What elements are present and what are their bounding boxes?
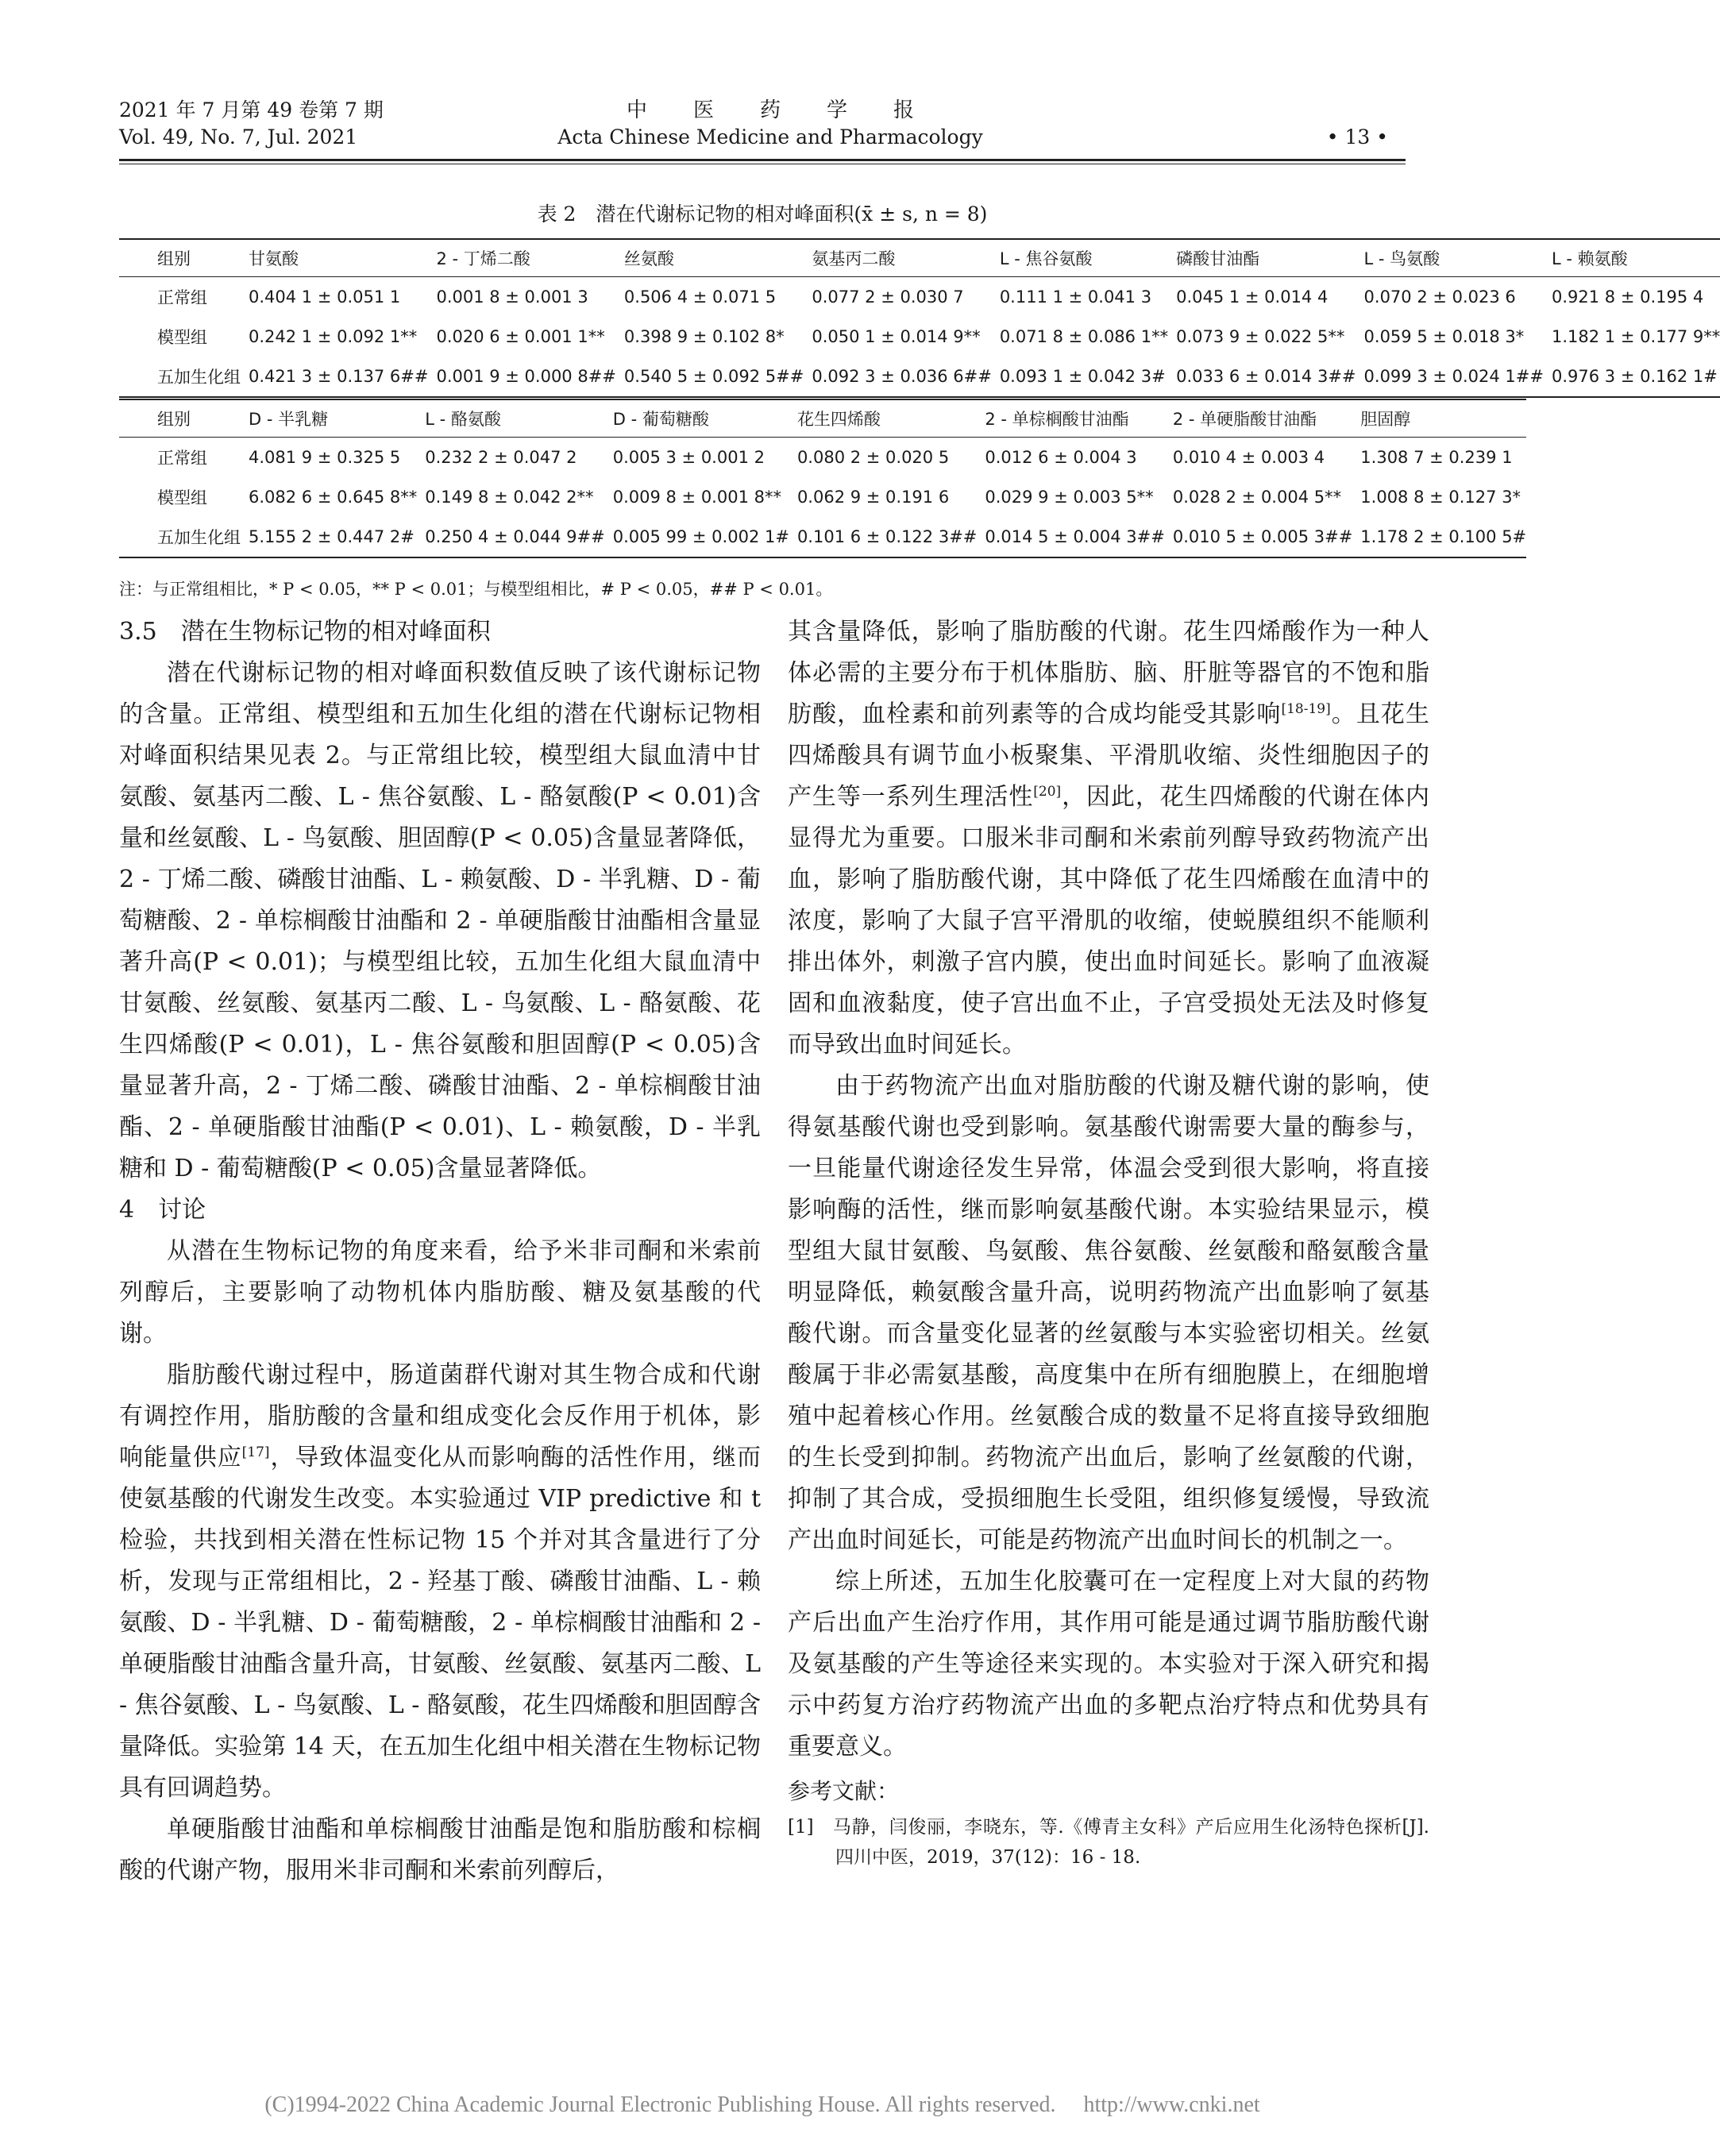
table-row xyxy=(119,438,1526,478)
table-cell: 0.045 1 ± 0.014 4 xyxy=(1176,287,1329,307)
table-row xyxy=(119,317,1720,357)
table-row xyxy=(119,517,1526,557)
table-row xyxy=(119,357,1720,397)
table-cell: 0.012 6 ± 0.004 3 xyxy=(985,448,1137,467)
table-cell: 五加生化组 xyxy=(157,368,241,387)
data-table-part2 xyxy=(119,399,1526,558)
table-cell: 0.093 1 ± 0.042 3# xyxy=(999,367,1166,386)
copyright-footer: (C)1994-2022 China Academic Journal Electronic Publishing House. All rights reserved. http://www.cnki.net xyxy=(264,2092,1260,2117)
volume-line: Vol. 49, No. 7, Jul. 2021 xyxy=(119,125,358,148)
table-cell: 1.308 7 ± 0.239 1 xyxy=(1360,448,1513,467)
table-row xyxy=(119,277,1720,318)
section-heading-3-5: 3.5 潜在生物标记物的相对峰面积 xyxy=(119,618,491,646)
section-heading-4: 4 讨论 xyxy=(119,1196,206,1224)
header-left xyxy=(119,97,384,151)
table-cell: 0.099 3 ± 0.024 1## xyxy=(1363,367,1544,386)
table-cell: 0.101 6 ± 0.122 3## xyxy=(796,527,978,546)
table-cell: 0.005 3 ± 0.001 2 xyxy=(612,448,765,467)
table-cell: 正常组 xyxy=(157,288,207,307)
paragraph-text: ，导致体温变化从而影响酶的活性作用，继而使氨基酸的代谢发生改变。本实验通过 VIP predictive 和 t 检验，共找到相关潜在性标记物 15 个并对其含量进行了分析，发现与正常组相比，2 - 羟基丁酸、磷酸甘油酯、L - 赖氨酸、D - 半乳糖、D - 葡萄糖酸，2 - 单棕榈酸甘油酯和 2 - 单硬脂酸甘油酯含量升高，甘氨酸、丝氨酸、氨基丙二酸、L - 焦谷氨酸、L - 鸟氨酸、L - 酪氨酸，花生四烯酸和胆固醇含量降低。实验第 14 天，在五加生化组中相关潜在生物标记物具有回调趋势。 xyxy=(119,1444,762,1802)
table-cell: 0.250 4 ± 0.044 9## xyxy=(425,527,605,546)
table-header-cell: L - 赖氨酸 xyxy=(1551,249,1628,268)
issue-line: 2021 年 7 月第 49 卷第 7 期 xyxy=(119,98,384,121)
table-cell: 0.001 8 ± 0.001 3 xyxy=(436,287,588,307)
table-row xyxy=(119,477,1526,517)
table-cell: 0.062 9 ± 0.191 6 xyxy=(796,488,950,507)
table-cell: 0.010 4 ± 0.003 4 xyxy=(1172,448,1325,467)
table-cell: 5.155 2 ± 0.447 2# xyxy=(249,527,415,546)
table-cell: 0.111 1 ± 0.041 3 xyxy=(999,287,1152,307)
table-cell: 0.080 2 ± 0.020 5 xyxy=(796,448,950,467)
table-cell: 1.178 2 ± 0.100 5# xyxy=(1360,527,1527,546)
paragraph-text: ，因此，花生四烯酸的代谢在体内显得尤为重要。口服米非司酮和米索前列醇导致药物流产出血，影响了脂肪酸代谢，其中降低了花生四烯酸在血清中的浓度，影响了大鼠子宫平滑肌的收缩，使蜕膜组织不能顺利排出体外，刺激子宫内膜，使出血时间延长。影响了血液凝固和血液黏度，使子宫出血不止，子宫受损处无法及时修复而导致出血时间延长。 xyxy=(788,783,1430,1059)
table-header-cell: L - 酪氨酸 xyxy=(425,410,501,429)
table-cell: 0.059 5 ± 0.018 3* xyxy=(1363,327,1525,346)
table-cell: 0.540 5 ± 0.092 5## xyxy=(623,367,804,386)
table-note: 注：与正常组相比，* P < 0.05，** P < 0.01；与模型组相比，# P < 0.05，## P < 0.01。 xyxy=(119,580,833,599)
table-cell: 0.005 99 ± 0.002 1# xyxy=(612,527,789,546)
table-cell: 0.149 8 ± 0.042 2** xyxy=(425,488,594,507)
table-cell: 模型组 xyxy=(157,488,207,507)
data-table-part1 xyxy=(119,238,1720,398)
table-header-cell: 2 - 单硬脂酸甘油酯 xyxy=(1172,410,1317,429)
paragraph-text: 其含量降低，影响了脂肪酸的代谢。花生四烯酸作为一种人体必需的主要分布于机体脂肪、脑、肝脏等器官的不饱和脂肪酸，血栓素和前列素等的合成均能受其影响 xyxy=(788,618,1429,728)
table-header-cell: 磷酸甘油酯 xyxy=(1176,249,1260,268)
table-cell: 0.010 5 ± 0.005 3## xyxy=(1172,527,1353,546)
table-cell: 0.506 4 ± 0.071 5 xyxy=(623,287,777,307)
table-cell: 0.009 8 ± 0.001 8** xyxy=(612,488,781,507)
paragraph xyxy=(788,611,1429,1066)
table-cell: 0.921 8 ± 0.195 4 xyxy=(1551,287,1704,307)
table-cell: 0.050 1 ± 0.014 9** xyxy=(812,327,981,346)
table-header-cell: 花生四烯酸 xyxy=(796,410,881,429)
table-header-row xyxy=(119,239,1720,277)
table-header-cell: 氨基丙二酸 xyxy=(812,249,896,268)
table-cell: 0.421 3 ± 0.137 6## xyxy=(249,367,429,386)
table-cell: 0.404 1 ± 0.051 1 xyxy=(249,287,401,307)
table-header-cell: 组别 xyxy=(157,249,191,268)
table-cell: 6.082 6 ± 0.645 8** xyxy=(249,488,418,507)
journal-name-cn: 中医药学报 xyxy=(626,98,960,122)
table-title: 表 2 潜在代谢标记物的相对峰面积(x̄ ± s, n = 8) xyxy=(537,202,988,226)
table-cell: 0.092 3 ± 0.036 6## xyxy=(812,367,992,386)
table-header-cell: 2 - 丁烯二酸 xyxy=(436,249,530,268)
table-cell: 0.020 6 ± 0.001 1** xyxy=(436,327,605,346)
header-rule xyxy=(119,159,1406,161)
table-cell: 4.081 9 ± 0.325 5 xyxy=(249,448,401,467)
table-cell: 0.014 5 ± 0.004 3## xyxy=(985,527,1165,546)
table-header-cell: D - 半乳糖 xyxy=(249,410,329,429)
paragraph: 综上所述，五加生化胶囊可在一定程度上对大鼠的药物产后出血产生治疗作用，其作用可能是通过调节脂肪酸代谢及氨基酸的产生等途径来实现的。本实验对于深入研究和揭示中药复方治疗药物流产出血的多靶点治疗特点和优势具有重要意义。 xyxy=(788,1568,1429,1761)
page-number: • 13 • xyxy=(1326,125,1388,148)
left-column xyxy=(119,611,761,1892)
table-header-cell: 甘氨酸 xyxy=(249,249,299,268)
table-header-cell: 组别 xyxy=(157,410,191,429)
header-center xyxy=(524,97,1016,151)
table-cell: 0.033 6 ± 0.014 3## xyxy=(1176,367,1356,386)
citation: [20] xyxy=(1033,784,1062,800)
table-cell: 模型组 xyxy=(157,328,207,347)
table-cell: 0.073 9 ± 0.022 5** xyxy=(1176,327,1345,346)
paragraph: 从潜在生物标记物的角度来看，给予米非司酮和米索前列醇后，主要影响了动物机体内脂肪酸、糖及氨基酸的代谢。 xyxy=(119,1237,761,1348)
table-cell: 五加生化组 xyxy=(157,528,241,547)
paragraph: 潜在代谢标记物的相对峰面积数值反映了该代谢标记物的含量。正常组、模型组和五加生化组的潜在代谢标记物相对峰面积结果见表 2。与正常组比较，模型组大鼠血清中甘氨酸、氨基丙二酸、L - 焦谷氨酸、L - 酪氨酸(P < 0.01)含量和丝氨酸、L - 鸟氨酸、胆固醇(P < 0.05)含量显著降低，2 - 丁烯二酸、磷酸甘油酯、L - 赖氨酸、D - 半乳糖、D - 葡萄糖酸、2 - 单棕榈酸甘油酯和 2 - 单硬脂酸甘油酯相含量显著升高(P < 0.01)；与模型组比较，五加生化组大鼠血清中甘氨酸、丝氨酸、氨基丙二酸、L - 鸟氨酸、L - 酪氨酸、花生四烯酸(P < 0.01)，L - 焦谷氨酸和胆固醇(P < 0.05)含量显著升高，2 - 丁烯二酸、磷酸甘油酯、2 - 单棕榈酸甘油酯、2 - 单硬脂酸甘油酯(P < 0.01)、L - 赖氨酸，D - 半乳糖和 D - 葡萄糖酸(P < 0.05)含量显著降低。 xyxy=(119,659,761,1182)
table-cell: 0.071 8 ± 0.086 1** xyxy=(999,327,1169,346)
table-header-cell: 胆固醇 xyxy=(1360,410,1411,429)
table-cell: 0.070 2 ± 0.023 6 xyxy=(1363,287,1516,307)
paragraph: 由于药物流产出血对脂肪酸的代谢及糖代谢的影响，使得氨基酸代谢也受到影响。氨基酸代谢需要大量的酶参与，一旦能量代谢途径发生异常，体温会受到很大影响，将直接影响酶的活性，继而影响氨基酸代谢。本实验结果显示，模型组大鼠甘氨酸、鸟氨酸、焦谷氨酸、丝氨酸和酪氨酸含量明显降低，赖氨酸含量升高，说明药物流产出血影响了氨基酸代谢。而含量变化显著的丝氨酸与本实验密切相关。丝氨酸属于非必需氨基酸，高度集中在所有细胞膜上，在细胞增殖中起着核心作用。丝氨酸合成的数量不足将直接导致细胞的生长受到抑制。药物流产出血后，影响了丝氨酸的代谢，抑制了其合成，受损细胞生长受阻，组织修复缓慢，导致流产出血时间延长，可能是药物流产出血时间长的机制之一。 xyxy=(788,1072,1429,1554)
table-cell: 0.077 2 ± 0.030 7 xyxy=(812,287,964,307)
table-cell: 0.232 2 ± 0.047 2 xyxy=(425,448,577,467)
journal-name-en: Acta Chinese Medicine and Pharmacology xyxy=(557,125,983,148)
table-cell: 1.008 8 ± 0.127 3* xyxy=(1360,488,1521,507)
citation: [17] xyxy=(241,1444,270,1460)
table-cell: 0.976 3 ± 0.162 1# xyxy=(1551,367,1718,386)
paragraph-text: 。且花生四烯酸具有调节血小板聚集、平滑肌收缩、炎性细胞因子的产生等一系列生理活性 xyxy=(788,700,1430,811)
table-header-row xyxy=(119,399,1526,438)
references-title: 参考文献： xyxy=(788,1778,900,1804)
table-cell: 0.001 9 ± 0.000 8## xyxy=(436,367,616,386)
table-header-cell: 2 - 单棕榈酸甘油酯 xyxy=(985,410,1129,429)
table-cell: 0.398 9 ± 0.102 8* xyxy=(623,327,785,346)
table-header-cell: L - 焦谷氨酸 xyxy=(999,249,1093,268)
table-header-cell: D - 葡萄糖酸 xyxy=(612,410,709,429)
table-cell: 0.029 9 ± 0.003 5** xyxy=(985,488,1154,507)
table-cell: 1.182 1 ± 0.177 9** xyxy=(1551,327,1720,346)
table-header-cell: L - 鸟氨酸 xyxy=(1363,249,1440,268)
reference-item: [1] 马静，闫俊丽，李晓东，等.《傅青主女科》产后应用生化汤特色探析[J]. 四川中医，2019，37(12)：16 - 18. xyxy=(788,1817,1429,1868)
table-cell: 0.028 2 ± 0.004 5** xyxy=(1172,488,1342,507)
paragraph-text: 脂肪酸代谢过程中，肠道菌群代谢对其生物合成和代谢有调控作用，脂肪酸的含量和组成变化会反作用于机体，影响能量供应 xyxy=(119,1361,761,1471)
paragraph xyxy=(119,1355,761,1809)
citation: [18-19] xyxy=(1281,701,1331,717)
right-column xyxy=(788,611,1429,1873)
table-cell: 0.242 1 ± 0.092 1** xyxy=(249,327,418,346)
table-header-cell: 丝氨酸 xyxy=(623,249,674,268)
table-cell: 正常组 xyxy=(157,449,207,468)
paragraph: 单硬脂酸甘油酯和单棕榈酸甘油酯是饱和脂肪酸和棕榈酸的代谢产物，服用米非司酮和米索前列醇后， xyxy=(119,1815,761,1884)
